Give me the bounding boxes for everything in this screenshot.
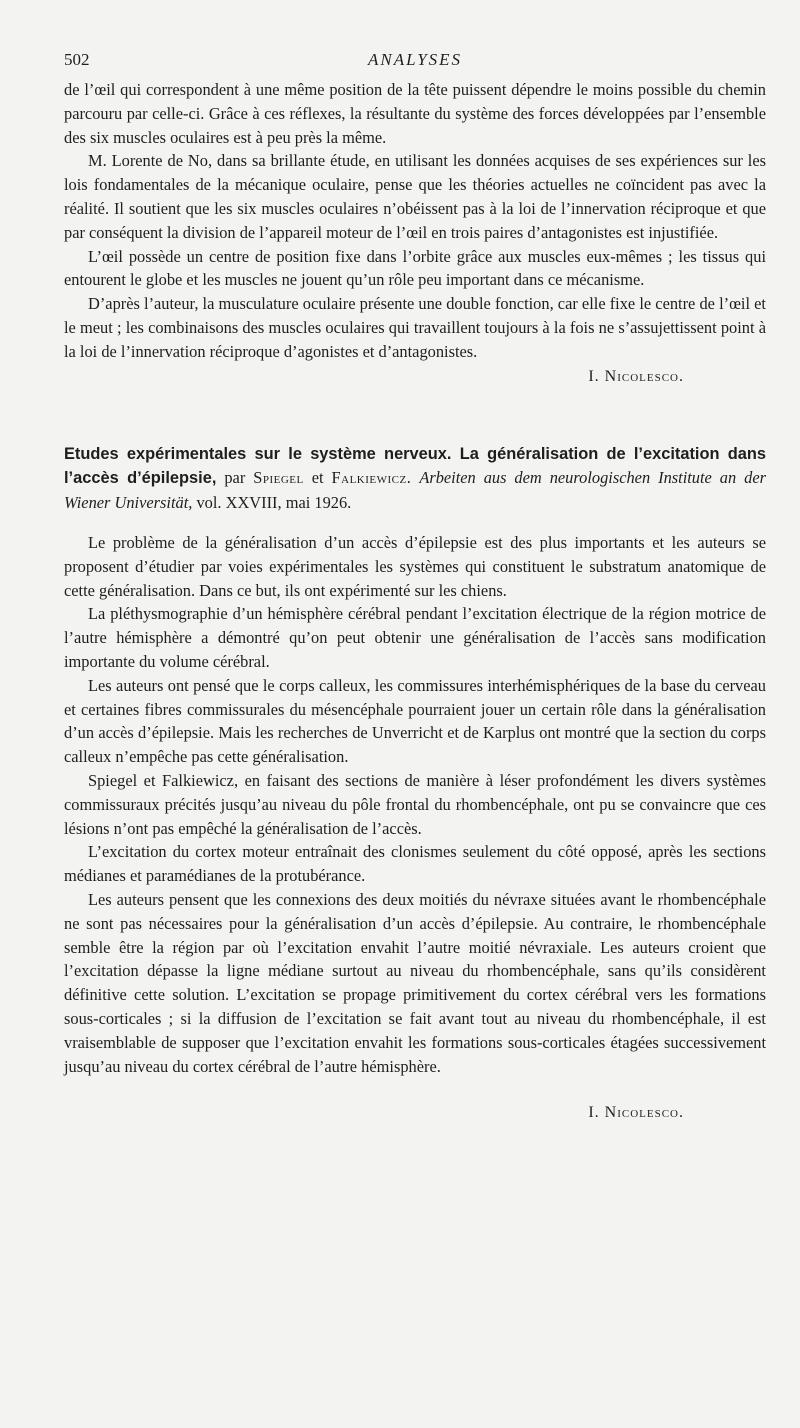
paragraph: D’après l’auteur, la musculature oculaire présente une double fonction, car elle fixe le centre de l’œil et le meut ; les combinaisons des muscles oculaires qui travaillent toujours à la fois ne s’assujettissent point à la loi de l’innervation réciproque d’agonistes et d’antagonistes.: [64, 294, 766, 361]
running-head: [64, 50, 766, 78]
paragraph: M. Lorente de No, dans sa brillante étude, en utilisant les données acquises de ses expériences sur les lois fondamentales de la mécanique oculaire, pense que les théories actuelles ne coïncident pas avec la réalité. Il soutient que les six muscles oculaires n’obéissent pas à la loi de l’innervation réciproque et que par conséquent la division de l’appareil moteur de l’œil en trois paires d’antagonistes est injustifiée.: [64, 151, 766, 242]
volume-info: vol. XXVIII, mai 1926.: [196, 492, 352, 512]
paragraph: Les auteurs ont pensé que le corps calleux, les commissures interhémisphériques de la base du cerveau et certaines fibres commissurales du mésencéphale pourraient jouer un certain rôle dans la généralisation d’un accès d’épilepsie. Mais les recherches de Unverricht et de Karplus ont montré que la section du corps calleux n’empêche pas cette généralisation.: [64, 675, 766, 767]
author-name: Spiegel: [253, 468, 304, 488]
signature: I. Nicolesco.: [588, 367, 684, 385]
article-heading: [64, 442, 766, 516]
paragraph: Spiegel et Falkiewicz, en faisant des sections de manière à léser profondément les divers systèmes commissuraux précités jusqu’au niveau du pôle frontal du rhombencéphale, ont pu se convaincre que ces lésions n’ont pas empêché la généralisation de l’accès.: [64, 771, 766, 838]
signature: I. Nicolesco.: [588, 1104, 684, 1122]
page-number: 502: [64, 50, 90, 69]
article-title: Etudes expérimentales sur le système nerveux. La généralisation de l’excitation dans l’accès d’épilepsie,: [64, 444, 766, 488]
by-word: par: [224, 468, 246, 488]
page: [64, 50, 766, 1122]
paragraph: L’œil possède un centre de position fixe dans l’orbite grâce aux muscles eux-mêmes ; les tissus qui entourent le globe et les muscles ne jouent qu’un rôle peu important dans ce mécanisme.: [64, 246, 766, 290]
author-name: Falkiewicz.: [331, 468, 412, 488]
paragraph: L’excitation du cortex moteur entraînait des clonismes seulement du côté opposé, après les sections médianes et paramédianes de la protubérance.: [64, 842, 766, 886]
and-word: et: [311, 468, 324, 488]
review-body-1: [64, 78, 766, 386]
paragraph: Le problème de la généralisation d’un accès d’épilepsie est des plus importants et les auteurs se proposent d’étudier par voies expérimentales les systèmes qui constituent le substratum anatomique de cette généralisation. Dans ce but, ils ont expérimenté sur les chiens.: [64, 533, 766, 600]
paragraph: Les auteurs pensent que les connexions des deux moitiés du névraxe situées avant le rhombencéphale ne sont pas nécessaires pour la généralisation d’un accès d’épilepsie. Au contraire, le rhombencéphale semble être la région par où l’excitation envahit l’autre moitié névraxiale. Les auteurs croient que l’excitation dépasse la ligne médiane surtout au niveau du rhombencéphale, sans qu’ils considèrent définitive cette solution. L’excitation se propage primitivement du cortex cérébral vers les formations sous-corticales ; si la diffusion de l’excitation se fait avant tout au niveau du rhombencéphale, il est vraisemblable de supposer que l’excitation envahit les formations sous-corticales étagées successivement jusqu’au niveau du cortex cérébral de l’autre hémisphère.: [64, 890, 766, 1076]
paragraph: de l’œil qui correspondent à une même position de la tête puissent dépendre le moins possible du chemin parcouru par celle-ci. Grâce à ces réflexes, la résultante du système des forces développées par l’ensemble des six muscles oculaires est à peu près la même.: [64, 80, 766, 147]
review-body-2: [64, 531, 766, 1122]
journal-name: Arbeiten aus dem neurologischen Institute an der Wiener Universität,: [64, 468, 766, 512]
running-title: ANALYSES: [367, 50, 463, 69]
paragraph: La pléthysmographie d’un hémisphère cérébral pendant l’excitation électrique de la région motrice de l’autre hémisphère a démontré qu’on peut obtenir une généralisation de l’accès sans modification importante du volume cérébral.: [64, 604, 766, 672]
